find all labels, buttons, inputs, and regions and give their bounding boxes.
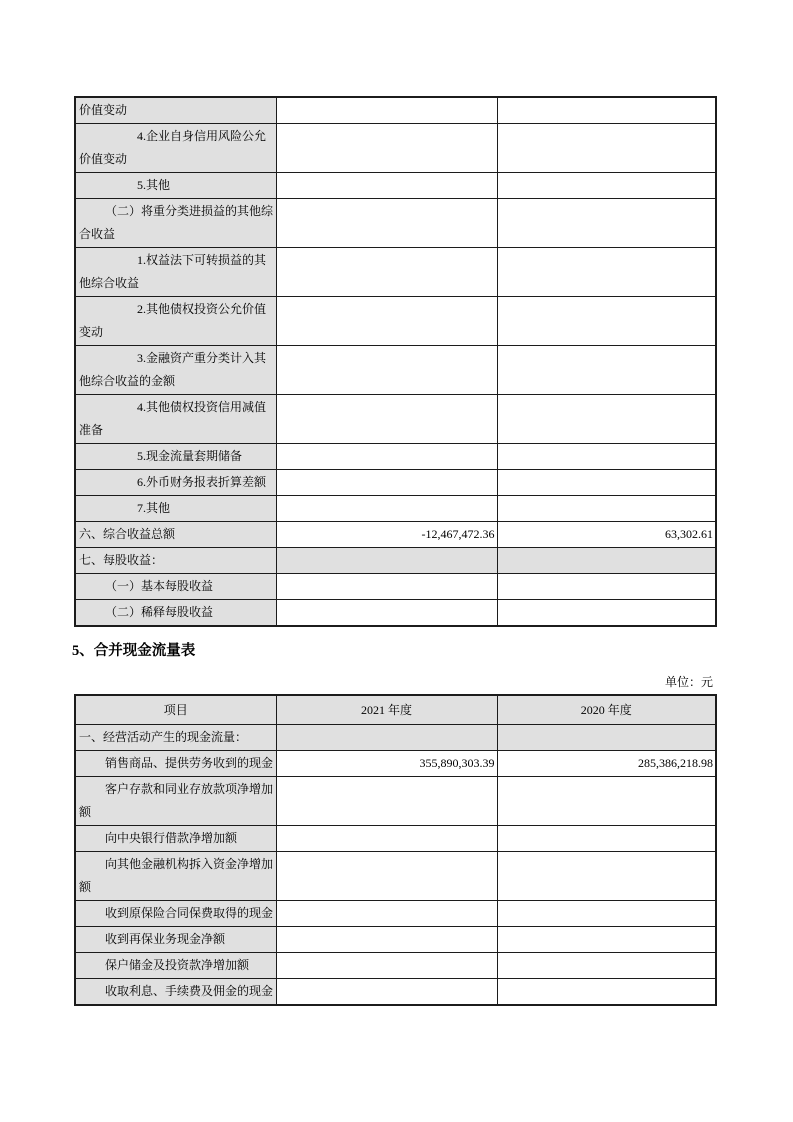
value-2021 [276,927,497,953]
value-2020 [497,470,716,496]
comprehensive-income-table-body [75,97,716,626]
table-row [75,522,716,548]
value-2021 [276,173,497,199]
value-2020 [497,953,716,979]
value-2020 [497,124,716,173]
table-row [75,346,716,395]
table-row [75,979,716,1006]
value-2021 [276,297,497,346]
row-label: 2.其他债权投资公允价值变动 [75,297,276,346]
value-2021 [276,826,497,852]
value-2020 [497,979,716,1006]
table-row [75,852,716,901]
value-2020 [497,496,716,522]
comprehensive-income-table [74,96,717,627]
value-2020 [497,548,716,574]
value-2020 [497,248,716,297]
table-row [75,725,716,751]
row-label: 收取利息、手续费及佣金的现金 [75,979,276,1006]
row-label: 七、每股收益： [75,548,276,574]
value-2021 [276,600,497,627]
value-2021 [276,346,497,395]
table-row [75,574,716,600]
header-item-column: 项目 [75,695,276,725]
table-row [75,124,716,173]
table-row [75,953,716,979]
table-row [75,470,716,496]
value-2021 [276,574,497,600]
row-label: （二）稀释每股收益 [75,600,276,627]
value-2020 [497,725,716,751]
row-label: 4.企业自身信用风险公允价值变动 [75,124,276,173]
value-2020 [497,297,716,346]
value-2020 [497,444,716,470]
row-label: 6.外币财务报表折算差额 [75,470,276,496]
row-label: 向其他金融机构拆入资金净增加额 [75,852,276,901]
value-2020 [497,97,716,124]
table-row [75,248,716,297]
value-2020 [497,777,716,826]
table-row [75,927,716,953]
unit-label: 单位：元 [664,675,713,689]
cash-flow-statement-table [74,694,717,1006]
row-label: （一）基本每股收益 [75,574,276,600]
header-row [75,695,716,725]
row-label: 4.其他债权投资信用减值准备 [75,395,276,444]
row-label: 价值变动 [75,97,276,124]
value-2021: 355,890,303.39 [276,751,497,777]
table-row [75,444,716,470]
page-content [74,0,715,1006]
table-row [75,173,716,199]
value-2021 [276,548,497,574]
value-2020: 285,386,218.98 [497,751,716,777]
value-2020 [497,600,716,627]
value-2021 [276,199,497,248]
table-row [75,777,716,826]
value-2021 [276,953,497,979]
value-2020 [497,574,716,600]
row-label: 3.金融资产重分类计入其他综合收益的金额 [75,346,276,395]
table-row [75,199,716,248]
row-label: 客户存款和同业存放款项净增加额 [75,777,276,826]
row-label: 收到原保险合同保费取得的现金 [75,901,276,927]
table-row [75,751,716,777]
value-2020: 63,302.61 [497,522,716,548]
value-2021 [276,901,497,927]
row-label: 保户储金及投资款净增加额 [75,953,276,979]
table-row [75,496,716,522]
row-label: 六、综合收益总额 [75,522,276,548]
value-2021 [276,395,497,444]
value-2020 [497,901,716,927]
table-row [75,97,716,124]
table-row [75,548,716,574]
row-label: 1.权益法下可转损益的其他综合收益 [75,248,276,297]
table-row [75,395,716,444]
header-2020-column: 2020 年度 [497,695,716,725]
value-2020 [497,852,716,901]
table-row [75,297,716,346]
value-2021 [276,124,497,173]
value-2020 [497,346,716,395]
row-label: 5.现金流量套期储备 [75,444,276,470]
row-label: 7.其他 [75,496,276,522]
value-2021 [276,97,497,124]
cash-flow-table-body [75,725,716,1006]
table-row [75,826,716,852]
table-row [75,901,716,927]
row-label: （二）将重分类进损益的其他综合收益 [75,199,276,248]
cash-flow-table-header [75,695,716,725]
value-2021 [276,852,497,901]
section-title: 5、合并现金流量表 [72,643,196,659]
value-2021 [276,496,497,522]
value-2021 [276,777,497,826]
value-2020 [497,927,716,953]
row-label: 销售商品、提供劳务收到的现金 [75,751,276,777]
value-2021 [276,725,497,751]
row-label: 一、经营活动产生的现金流量： [75,725,276,751]
value-2021 [276,248,497,297]
header-2021-column: 2021 年度 [276,695,497,725]
row-label: 收到再保业务现金净额 [75,927,276,953]
table-row [75,600,716,627]
value-2020 [497,199,716,248]
value-2021: -12,467,472.36 [276,522,497,548]
value-2020 [497,173,716,199]
value-2021 [276,470,497,496]
value-2020 [497,395,716,444]
row-label: 向中央银行借款净增加额 [75,826,276,852]
value-2021 [276,444,497,470]
value-2020 [497,826,716,852]
row-label: 5.其他 [75,173,276,199]
value-2021 [276,979,497,1006]
